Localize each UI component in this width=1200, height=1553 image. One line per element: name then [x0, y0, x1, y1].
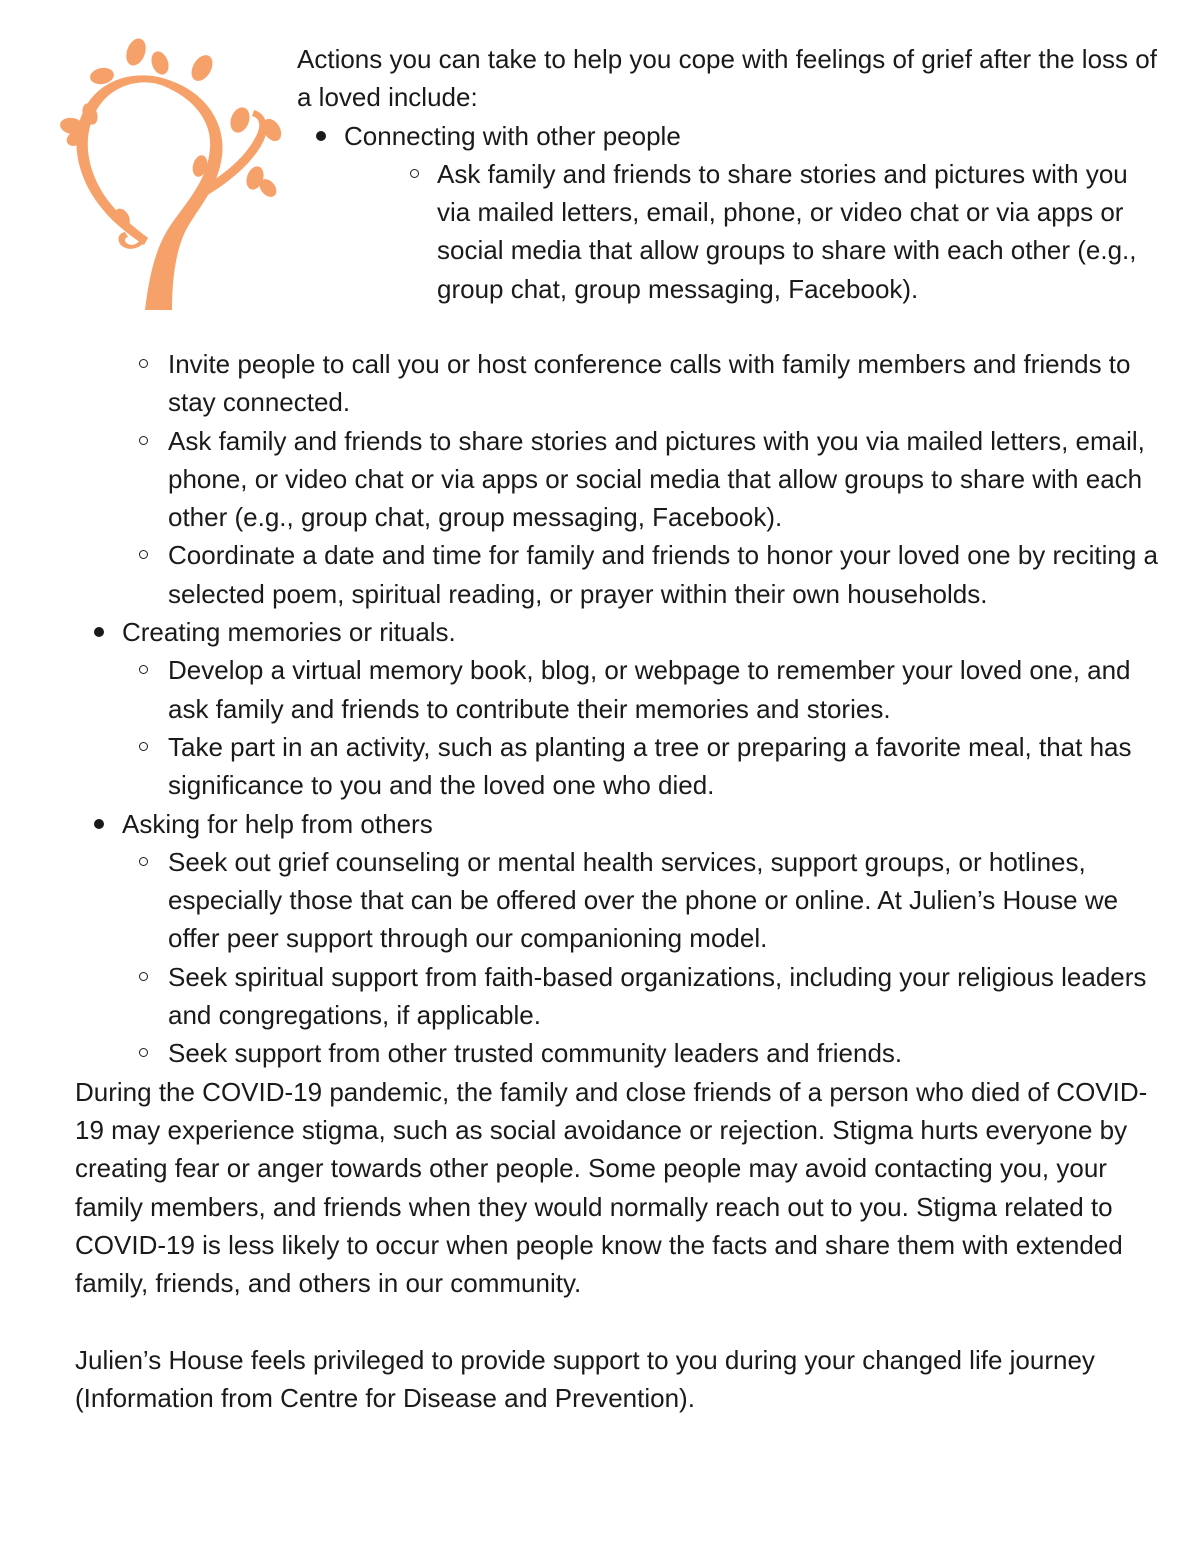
tree-heart-icon [50, 38, 290, 313]
list-item [75, 345, 1165, 613]
list-item: Seek support from other trusted community leaders and friends. [75, 1034, 1165, 1072]
intro-text: Actions you can take to help you cope with feelings of grief after the loss of a loved include: [297, 44, 1157, 113]
paragraph-spacer [75, 1302, 1165, 1340]
list-item [75, 843, 1165, 1073]
intro-list [297, 117, 1157, 308]
closing-paragraph: Julien’s House feels privileged to provide support to you during your changed life journey (Information from Centre for Disease and Prevention). [75, 1344, 1095, 1414]
main-list [75, 345, 1165, 1073]
list-item [297, 117, 1157, 308]
list-item: Seek spiritual support from faith-based organizations, including your religious leaders and congregations, if applicable. [75, 958, 1165, 1035]
list-item: Ask family and friends to share stories and pictures with you via mailed letters, email, phone, or video chat or via apps or social media that allow groups to share with each other (e.g., group chat, group messaging, Facebook). [75, 422, 1165, 537]
list-item [75, 805, 1165, 843]
bullet-heading: Creating memories or rituals. [122, 617, 456, 648]
list-item: Take part in an activity, such as planting a tree or preparing a favorite meal, that has significance to you and the loved one who died. [75, 728, 1165, 805]
main-section [75, 345, 1165, 1417]
bullet-heading: Connecting with other people [344, 120, 681, 151]
list-item [75, 613, 1165, 651]
list-item: Coordinate a date and time for family and friends to honor your loved one by reciting a selected poem, spiritual reading, or prayer within their own households. [75, 536, 1165, 613]
list-item [75, 651, 1165, 804]
list-item: Seek out grief counseling or mental health services, support groups, or hotlines, especially those that can be offered over the phone or online. At Julien’s House we offer peer support through our companioning model. [75, 843, 1165, 958]
covid-paragraph: During the COVID-19 pandemic, the family and close friends of a person who died of COVID-19 may experience stigma, such as social avoidance or rejection. Stigma hurts everyone by creating fear or anger towards other people. Some people may avoid contacting you, your family members, and friends when they would normally reach out to you. Stigma related to COVID-19 is less likely to occur when people know the facts and share them with extended family, friends, and others in our community. [75, 1076, 1148, 1299]
list-item: Develop a virtual memory book, blog, or webpage to remember your loved one, and ask family and friends to contribute their memories and stories. [75, 651, 1165, 728]
bullet-heading: Asking for help from others [122, 808, 433, 839]
list-item: Invite people to call you or host conference calls with family members and friends to stay connected. [75, 345, 1165, 422]
list-item: Ask family and friends to share stories and pictures with you via mailed letters, email, phone, or video chat or via apps or social media that allow groups to share with each other (e.g., group chat, group messaging, Facebook). [344, 155, 1157, 308]
intro-section [297, 40, 1157, 308]
